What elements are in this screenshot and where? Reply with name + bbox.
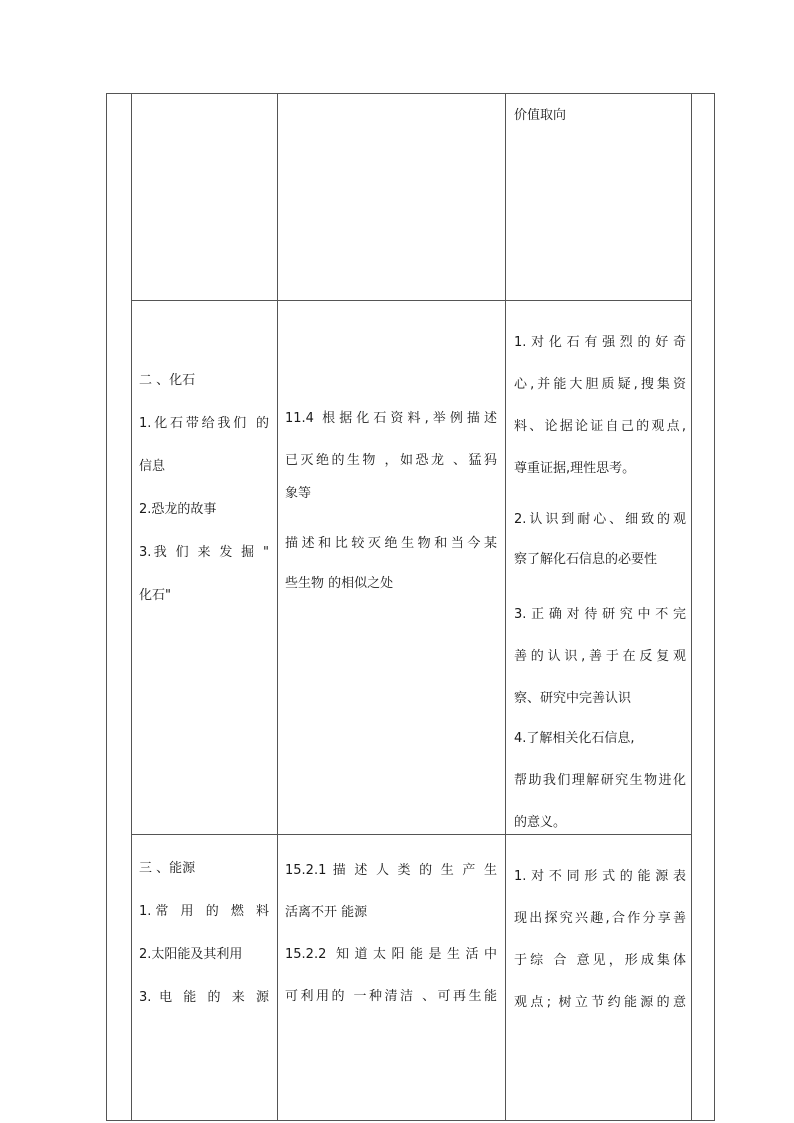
text-line: 心,并能大胆质疑,搜集资	[514, 377, 686, 392]
text-line: 化石"	[139, 588, 171, 603]
table-bottom-border	[106, 1120, 715, 1121]
text-line: 现出探究兴趣,合作分享善	[514, 911, 686, 926]
row2-col3-text-a	[514, 322, 686, 490]
row2-col3-text-b	[514, 500, 686, 580]
text-line: 2.太阳能及其利用	[139, 947, 243, 962]
table-right-border	[714, 93, 715, 1121]
text-line: 善的认识,善于在反复观	[514, 649, 686, 664]
text-line: 描述和比较灭绝生物和当今某	[285, 536, 497, 551]
text-line: 象等	[285, 486, 312, 501]
text-line: 些生物 的相似之处	[285, 576, 394, 591]
text-line: 3.正确对待研究中不完	[514, 607, 686, 622]
text-line: 4.了解相关化石信息,	[514, 731, 635, 746]
text-line: 1.常 用 的 燃 料	[139, 904, 269, 919]
row2-col2-text-b	[285, 524, 497, 604]
text-line: 价值取向	[514, 108, 567, 123]
table-top-border	[106, 93, 715, 94]
text-line: 可利用的 一种清洁 、可再生能	[285, 989, 497, 1004]
table-left-border	[106, 93, 107, 1121]
text-line: 信息	[139, 459, 166, 474]
text-line: 1.化石带给我们 的	[139, 416, 269, 431]
text-line: 观点; 树立节约能源的意	[514, 995, 686, 1010]
text-line: 尊重证据,理性思考。	[514, 461, 636, 476]
text-line: 2.恐龙的故事	[139, 502, 217, 517]
row2-col3-text-d	[514, 718, 686, 844]
row1-col3-text	[514, 106, 686, 126]
text-line: 3. 电 能 的 来 源	[139, 990, 269, 1005]
column-divider-1	[277, 93, 278, 1121]
text-line: 15.2.2 知道太阳能是生活中	[285, 947, 497, 962]
row2-col1-text	[139, 359, 269, 617]
text-line: 的意义。	[514, 815, 567, 830]
text-line: 料、论据论证自己的观点,	[514, 419, 686, 434]
row2-col3-text-c	[514, 594, 686, 720]
row-divider-1	[131, 300, 691, 301]
column-divider-3	[691, 93, 692, 1121]
text-line: 帮助我们理解研究生物进化	[514, 773, 686, 788]
column-divider-0	[131, 93, 132, 1121]
row2-col2-text-a	[285, 398, 497, 506]
text-line: 察、研究中完善认识	[514, 691, 632, 706]
text-line: 活离不开 能源	[285, 905, 368, 920]
text-line: 已灭绝的生物 ，如恐龙 、猛犸	[285, 453, 497, 468]
text-line: 3.我 们 来 发 掘 "	[139, 545, 269, 560]
text-line: 2.认识到耐心、细致的观	[514, 512, 686, 527]
text-line: 1.对不同形式的能源表	[514, 869, 686, 884]
row3-col2-text	[285, 850, 497, 1018]
text-line: 11.4 根据化石资料,举例描述	[285, 411, 497, 426]
row3-col1-text	[139, 847, 269, 1019]
text-line: 察了解化石信息的必要性	[514, 552, 658, 567]
text-line: 1.对化石有强烈的好奇	[514, 335, 686, 350]
text-line: 二 、化石	[139, 373, 196, 388]
column-divider-2	[505, 93, 506, 1121]
text-line: 于综 合 意见，形成集体	[514, 953, 686, 968]
row3-col3-text	[514, 856, 686, 1024]
text-line: 15.2.1 描 述 人 类 的 生 产 生	[285, 863, 497, 878]
text-line: 三 、能源	[139, 861, 196, 876]
